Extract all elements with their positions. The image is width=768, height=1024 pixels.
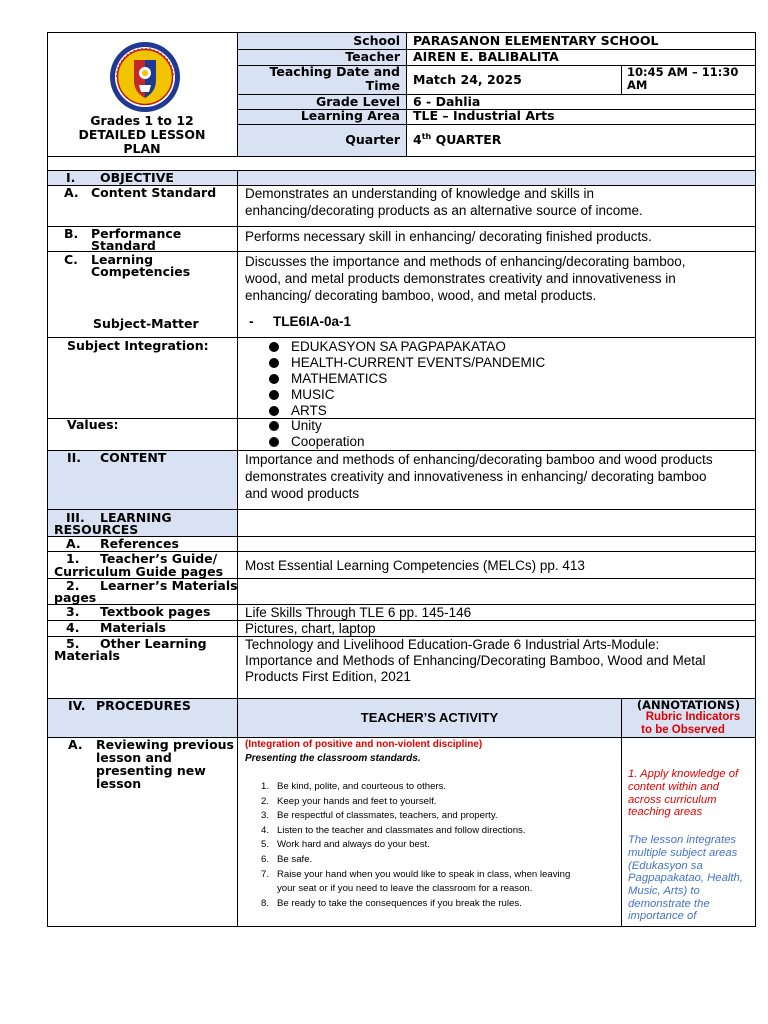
- bullet-icon: [269, 437, 279, 447]
- learning-area-value: TLE – Industrial Arts: [413, 108, 555, 123]
- content-line-2: demonstrates creativity and innovativeness in enhancing/ decorating bamboo: [245, 469, 707, 484]
- list-item: Unity: [269, 418, 365, 434]
- integration-note: (Integration of positive and non-violent discipline): [245, 739, 483, 750]
- list-item: your seat or if you need to leave the classroom for a reason.: [277, 883, 533, 895]
- annotation-blue-line-6: demonstrate the: [628, 898, 710, 910]
- other-materials-label-line-2: Materials: [54, 648, 120, 663]
- teaching-time-line-2: AM: [627, 78, 648, 92]
- materials-value: Pictures, chart, laptop: [245, 621, 376, 636]
- bullet-icon: [269, 421, 279, 431]
- competency-code: TLE6IA-0a-1: [273, 314, 352, 329]
- step-a-label-line-1: Reviewing previous: [96, 737, 234, 752]
- annotation-blue-line-3: (Edukasyon sa: [628, 860, 703, 872]
- bullet-icon: [269, 342, 279, 352]
- annotation-red-line-2: content within and: [628, 781, 720, 793]
- competency-code-dash: -: [249, 314, 254, 329]
- learning-competencies-line-2: wood, and metal products demonstrates creativity and innovativeness in: [245, 271, 676, 286]
- list-item: 4. Listen to the teacher and classmates and follow directions.: [260, 824, 526, 836]
- resources-heading-line-1: LEARNING: [100, 510, 172, 525]
- annotation-red-line-3: across curriculum: [628, 794, 717, 806]
- content-standard-line-1: Demonstrates an understanding of knowledge and skills in: [245, 186, 594, 201]
- step-a-label-line-2: lesson and: [96, 750, 172, 765]
- quarter-label: Quarter: [345, 132, 400, 147]
- annotation-blue-line-1: The lesson integrates: [628, 834, 737, 846]
- list-item: 3. Be respectful of classmates, teachers, and property.: [260, 810, 498, 822]
- list-item: 5. Work hard and always do your best.: [260, 839, 430, 851]
- teachers-guide-value: Most Essential Learning Competencies (MELCs) pp. 413: [245, 558, 585, 573]
- learning-competencies-line-1: Discusses the importance and methods of enhancing/decorating bamboo,: [245, 254, 686, 269]
- quarter-value: [413, 133, 501, 147]
- teaching-time-line-1: 10:45 AM – 11:30: [627, 65, 739, 79]
- learners-materials-num: 2.: [66, 578, 80, 593]
- teaching-date-label-line-2: Time: [365, 78, 400, 93]
- objective-heading: OBJECTIVE: [100, 170, 174, 185]
- teaching-date-value: Match 24, 2025: [413, 72, 522, 87]
- quarter-number: 4: [413, 132, 422, 148]
- list-item: EDUKASYON SA PAGPAPAKATAO: [269, 339, 545, 355]
- bullet-icon: [269, 390, 279, 400]
- resources-heading-line-2: RESOURCES: [54, 522, 139, 537]
- teacher-activity-header: TEACHER’S ACTIVITY: [360, 710, 499, 725]
- teacher-label: Teacher: [345, 49, 400, 64]
- teachers-guide-label-line-1: Teacher’s Guide/: [100, 551, 218, 566]
- subject-integration-list: [269, 339, 545, 419]
- content-standard-num: A.: [64, 185, 79, 200]
- teachers-guide-num: 1.: [66, 551, 80, 566]
- performance-standard-num: B.: [64, 226, 79, 241]
- subject-integration-label: Subject Integration:: [67, 338, 209, 353]
- learning-competencies-label-line-2: Competencies: [91, 264, 191, 279]
- subject-matter-label: Subject-Matter: [93, 316, 199, 331]
- plan-title-line-1: Grades 1 to 12: [90, 113, 194, 128]
- teacher-value: AIREN E. BALIBALITA: [413, 49, 559, 64]
- other-materials-num: 5.: [66, 636, 80, 651]
- content-line-3: and wood products: [245, 486, 360, 501]
- deped-seal-logo: [103, 40, 187, 114]
- quarter-word: QUARTER: [431, 132, 502, 148]
- school-value: PARASANON ELEMENTARY SCHOOL: [413, 33, 659, 48]
- textbook-pages-label: Textbook pages: [100, 604, 211, 619]
- annotation-blue-line-7: importance of: [628, 910, 697, 922]
- other-materials-label-line-1: Other Learning: [100, 636, 207, 651]
- list-item: 7. Raise your hand when you would like to speak in class, when leaving: [260, 868, 571, 880]
- teaching-date-label-line-1: Teaching Date and: [269, 64, 400, 79]
- bullet-icon: [269, 406, 279, 416]
- annotation-blue-line-5: Music, Arts) to: [628, 885, 700, 897]
- teachers-guide-label-line-2: Curriculum Guide pages: [54, 564, 224, 579]
- annotation-blue-line-2: multiple subject areas: [628, 847, 738, 859]
- step-a-label-line-3: presenting new: [96, 763, 206, 778]
- content-standard-line-2: enhancing/decorating products as an alternative source of income.: [245, 203, 643, 218]
- annotations-header: (ANNOTATIONS): [636, 698, 741, 712]
- step-a-num: A.: [68, 737, 83, 752]
- content-line-1: Importance and methods of enhancing/decorating bamboo and wood products: [245, 452, 713, 467]
- learning-competencies-label-line-1: Learning: [91, 252, 154, 267]
- list-item: HEALTH-CURRENT EVENTS/PANDEMIC: [269, 355, 545, 371]
- other-materials-line-2: Importance and Methods of Enhancing/Decorating Bamboo, Wood and Metal: [245, 653, 706, 668]
- values-label: Values:: [67, 417, 119, 432]
- objective-heading-num: I.: [66, 170, 76, 185]
- performance-standard-label-line-2: Standard: [91, 238, 156, 253]
- standards-title: Presenting the classroom standards.: [245, 753, 421, 764]
- materials-num: 4.: [66, 620, 80, 635]
- content-heading-num: II.: [67, 450, 82, 465]
- list-item: ARTS: [269, 403, 545, 419]
- list-item: Cooperation: [269, 434, 365, 450]
- content-standard-label: Content Standard: [91, 185, 217, 200]
- rubric-header-line-1: Rubric Indicators: [645, 711, 741, 723]
- learning-competencies-num: C.: [64, 252, 78, 267]
- bullet-icon: [269, 374, 279, 384]
- bullet-icon: [269, 358, 279, 368]
- references-label: References: [100, 536, 179, 551]
- step-a-label-line-4: lesson: [96, 776, 142, 791]
- list-item: 1. Be kind, polite, and courteous to others.: [260, 781, 447, 792]
- textbook-pages-value: Life Skills Through TLE 6 pp. 145-146: [245, 605, 472, 620]
- quarter-suffix: th: [421, 132, 432, 141]
- content-heading: CONTENT: [100, 450, 167, 465]
- procedures-heading: PROCEDURES: [96, 698, 191, 713]
- learning-area-label: Learning Area: [300, 108, 400, 123]
- list-item: MATHEMATICS: [269, 371, 545, 387]
- materials-label: Materials: [100, 620, 166, 635]
- rubric-header-line-2: to be Observed: [641, 724, 725, 736]
- performance-standard-text: Performs necessary skill in enhancing/ decorating finished products.: [245, 229, 652, 244]
- list-item: 2. Keep your hands and feet to yourself.: [260, 795, 437, 807]
- values-list: [269, 418, 365, 450]
- annotation-red-line-4: teaching areas: [628, 806, 703, 818]
- annotation-blue-line-4: Pagpapakatao, Health,: [628, 872, 743, 884]
- learners-materials-label-line-2: pages: [54, 590, 97, 605]
- plan-title-line-2: DETAILED LESSON: [78, 127, 206, 142]
- grade-level-label: Grade Level: [316, 94, 400, 109]
- list-item: MUSIC: [269, 387, 545, 403]
- list-item: 6. Be safe.: [260, 853, 313, 865]
- school-label: School: [353, 33, 400, 48]
- learners-materials-label-line-1: Learner’s Materials: [100, 578, 238, 593]
- procedures-heading-num: IV.: [68, 698, 86, 713]
- other-materials-line-3: Products First Edition, 2021: [245, 669, 411, 684]
- other-materials-line-1: Technology and Livelihood Education-Grade 6 Industrial Arts-Module:: [245, 637, 660, 652]
- learning-competencies-line-3: enhancing/ decorating bamboo, wood, and metal products.: [245, 288, 597, 303]
- classroom-rules-list: [247, 780, 570, 911]
- grade-level-value: 6 - Dahlia: [413, 94, 481, 109]
- resources-heading-num: III.: [66, 510, 85, 525]
- list-item: 8. Be ready to take the consequences if you break the rules.: [260, 897, 522, 909]
- performance-standard-label-line-1: Performance: [91, 226, 182, 241]
- textbook-pages-num: 3.: [66, 604, 80, 619]
- annotation-red-line-1: 1. Apply knowledge of: [628, 768, 739, 780]
- plan-title-line-3: PLAN: [123, 141, 161, 156]
- references-num: A.: [66, 536, 81, 551]
